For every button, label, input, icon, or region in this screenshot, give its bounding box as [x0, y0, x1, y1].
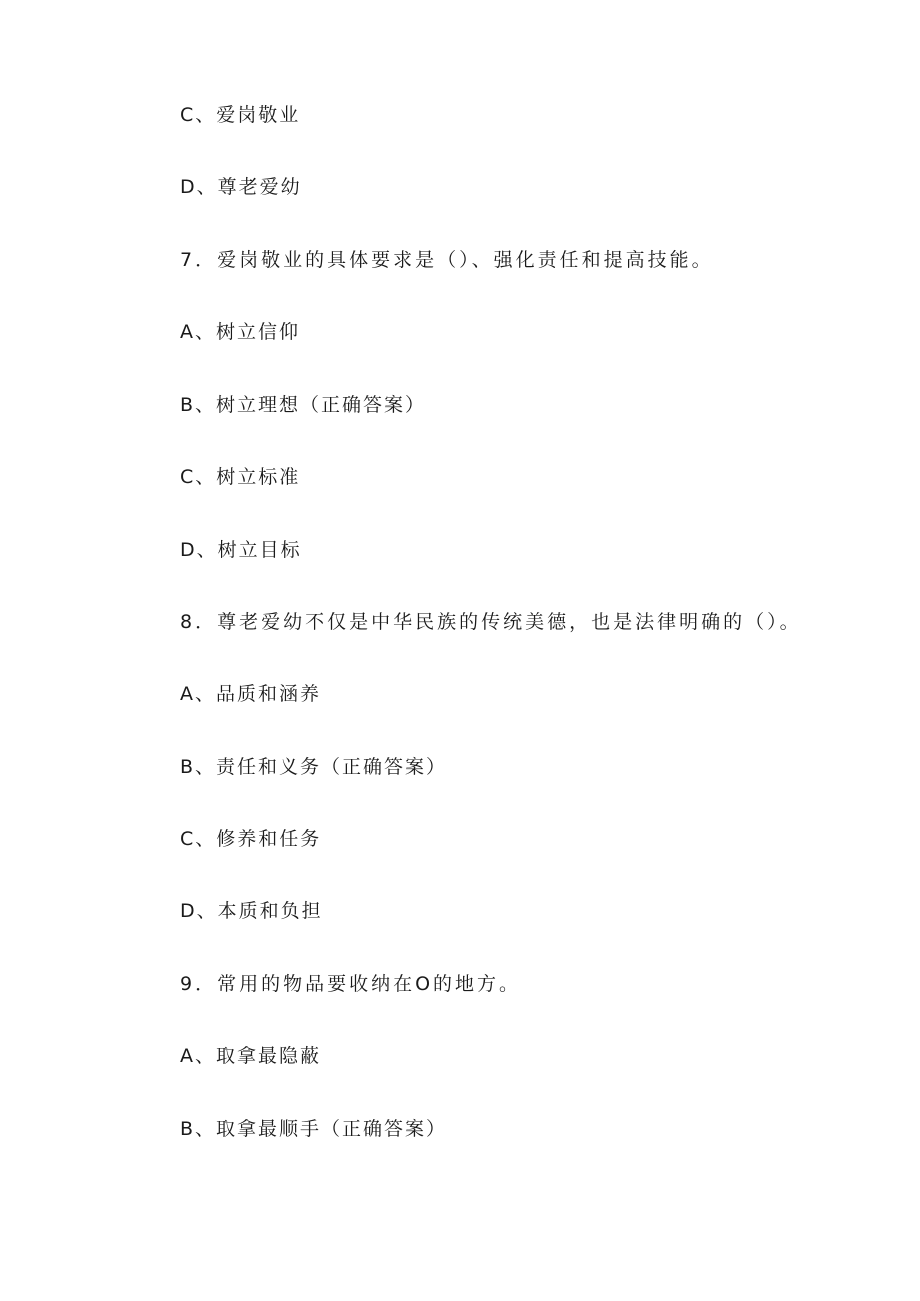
question-8-option-b: B、责任和义务（正确答案） — [180, 756, 448, 778]
question-9-option-a: A、取拿最隐蔽 — [180, 1045, 321, 1067]
question-8: 8．尊老爱幼不仅是中华民族的传统美德，也是法律明确的（）。 — [180, 611, 802, 633]
question-7: 7．爱岗敬业的具体要求是（）、强化责任和提高技能。 — [180, 249, 714, 271]
question-7-option-b: B、树立理想（正确答案） — [180, 394, 427, 416]
question-8-option-c: C、修养和任务 — [180, 828, 322, 850]
question-8-option-a: A、品质和涵养 — [180, 683, 321, 705]
option-c-love-work: C、爱岗敬业 — [180, 104, 301, 126]
question-7-option-d: D、树立目标 — [180, 539, 302, 561]
question-8-option-d: D、本质和负担 — [180, 900, 323, 922]
question-9-option-b: B、取拿最顺手（正确答案） — [180, 1118, 448, 1140]
question-7-option-a: A、树立信仰 — [180, 321, 300, 343]
option-d-respect-elders: D、尊老爱幼 — [180, 176, 302, 198]
question-7-option-c: C、树立标准 — [180, 466, 301, 488]
question-9: 9．常用的物品要收纳在O的地方。 — [180, 973, 522, 995]
